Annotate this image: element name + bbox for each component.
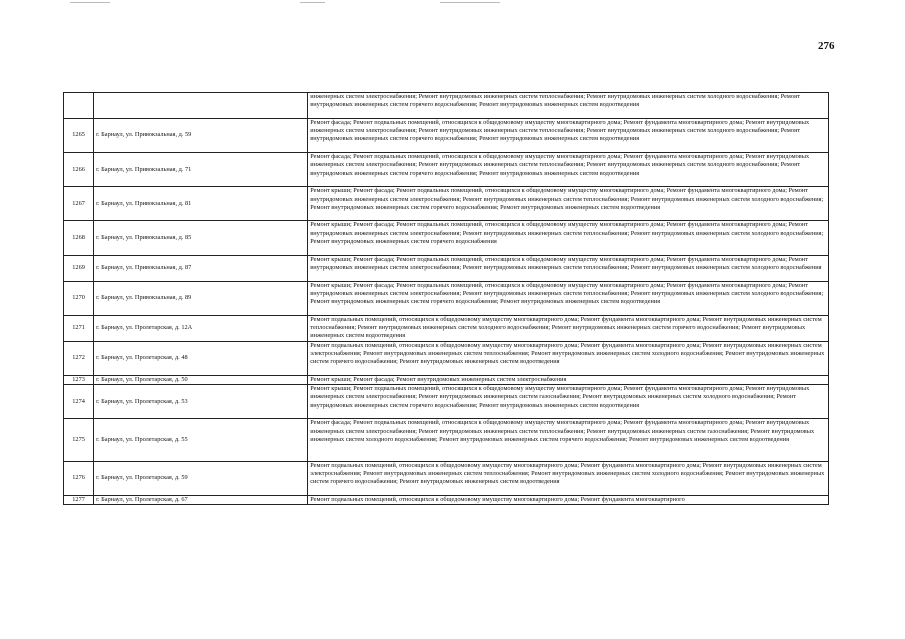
table-row [64, 315, 829, 341]
table-row [64, 419, 829, 462]
row-repair-works: Ремонт крыши; Ремонт фасада; Ремонт подвальных помещений, относящихся к общедомовому имуществу многоквартирного дома; Ремонт фундамента многоквартирного дома; Ремонт внутридомовых инженерных систем электроснабжения; Ремонт внутридомовых инженерных систем теплоснабжения; Ремонт внутридомовых инженерных систем холодного водоснабжения [308, 255, 829, 281]
row-number: 1275 [64, 419, 94, 462]
row-repair-works: Ремонт крыши; Ремонт фасада; Ремонт внутридомовых инженерных систем электроснабжения [308, 375, 829, 384]
row-number: 1266 [64, 153, 94, 187]
row-address: г. Барнаул, ул. Привокзальная, д. 85 [94, 221, 308, 255]
row-address: г. Барнаул, ул. Пролетарская, д. 50 [94, 375, 308, 384]
page-number: 276 [818, 40, 835, 52]
row-number: 1271 [64, 315, 94, 341]
row-address: г. Барнаул, ул. Привокзальная, д. 89 [94, 281, 308, 315]
scan-artifact [0, 2, 905, 6]
row-number: 1265 [64, 118, 94, 152]
housing-repair-table [63, 92, 829, 505]
table-row [64, 341, 829, 375]
row-address: г. Барнаул, ул. Привокзальная, д. 87 [94, 255, 308, 281]
row-repair-works: Ремонт подвальных помещений, относящихся к общедомовому имуществу многоквартирного дома; Ремонт фундамента многоквартирного дома; Ремонт внутридомовых инженерных систем теплоснабжения; Ремонт внутридомовых инженерных систем холодного водоснабжения; Ремонт внутридомовых инженерных систем горячего водоснабжения; Ремонт внутридомовых инженерных систем водоотведения [308, 315, 829, 341]
table-row [64, 153, 829, 187]
row-repair-works: Ремонт фасада; Ремонт подвальных помещений, относящихся к общедомовому имуществу многоквартирного дома; Ремонт фундамента многоквартирного дома; Ремонт внутридомовых инженерных систем электроснабжения; Ремонт внутридомовых инженерных систем теплоснабжения; Ремонт внутридомовых инженерных систем газоснабжения; Ремонт внутридомовых инженерных систем холодного водоснабжения; Ремонт внутридомовых инженерных систем горячего водоснабжения; Ремонт внутридомовых инженерных систем водоотведения [308, 419, 829, 462]
table-row [64, 281, 829, 315]
row-address: г. Барнаул, ул. Пролетарская, д. 67 [94, 495, 308, 504]
row-number: 1276 [64, 461, 94, 495]
row-repair-works: Ремонт подвальных помещений, относящихся к общедомовому имуществу многоквартирного дома; Ремонт фундамента многоквартирного [308, 495, 829, 504]
table-body [64, 93, 829, 505]
row-number: 1268 [64, 221, 94, 255]
table-row [64, 255, 829, 281]
row-number: 1267 [64, 187, 94, 221]
row-repair-works: Ремонт крыши; Ремонт подвальных помещений, относящихся к общедомовому имуществу многоквартирного дома; Ремонт фундамента многоквартирного дома; Ремонт внутридомовых инженерных систем электроснабжения; Ремонт внутридомовых инженерных систем газоснабжения; Ремонт внутридомовых инженерных систем холодного водоснабжения; Ремонт внутридомовых инженерных систем горячего водоснабжения; Ремонт внутридомовых инженерных систем водоотведения [308, 385, 829, 419]
row-address: г. Барнаул, ул. Пролетарская, д. 53 [94, 385, 308, 419]
row-address: г. Барнаул, ул. Пролетарская, д. 12А [94, 315, 308, 341]
row-repair-works: Ремонт крыши; Ремонт фасада; Ремонт подвальных помещений, относящихся к общедомовому имуществу многоквартирного дома; Ремонт фундамента многоквартирного дома; Ремонт внутридомовых инженерных систем электроснабжения; Ремонт внутридомовых инженерных систем теплоснабжения; Ремонт внутридомовых инженерных систем холодного водоснабжения; Ремонт внутридомовых инженерных систем горячего водоснабжения; Ремонт внутридомовых инженерных систем водоотведения [308, 281, 829, 315]
row-repair-works: инженерных систем электроснабжения; Ремонт внутридомовых инженерных систем теплоснабжения; Ремонт внутридомовых инженерных систем холодного водоснабжения; Ремонт внутридомовых инженерных систем горячего водоснабжения; Ремонт внутридомовых инженерных систем водоотведения [308, 93, 829, 119]
table-row [64, 461, 829, 495]
row-number: 1274 [64, 385, 94, 419]
row-address: г. Барнаул, ул. Пролетарская, д. 55 [94, 419, 308, 462]
row-repair-works: Ремонт подвальных помещений, относящихся к общедомовому имуществу многоквартирного дома; Ремонт фундамента многоквартирного дома; Ремонт внутридомовых инженерных систем электроснабжения; Ремонт внутридомовых инженерных систем теплоснабжения; Ремонт внутридомовых инженерных систем холодного водоснабжения; Ремонт внутридомовых инженерных систем горячего водоснабжения; Ремонт внутридомовых инженерных систем водоотведения [308, 341, 829, 375]
row-address: г. Барнаул, ул. Пролетарская, д. 48 [94, 341, 308, 375]
row-address: г. Барнаул, ул. Привокзальная, д. 59 [94, 118, 308, 152]
row-number [64, 93, 94, 119]
table-row [64, 118, 829, 152]
row-number: 1273 [64, 375, 94, 384]
row-number: 1277 [64, 495, 94, 504]
row-repair-works: Ремонт фасада; Ремонт подвальных помещений, относящихся к общедомовому имуществу многоквартирного дома; Ремонт фундамента многоквартирного дома; Ремонт внутридомовых инженерных систем электроснабжения; Ремонт внутридомовых инженерных систем теплоснабжения; Ремонт внутридомовых инженерных систем холодного водоснабжения; Ремонт внутридомовых инженерных систем горячего водоснабжения; Ремонт внутридомовых инженерных систем водоотведения [308, 118, 829, 152]
row-address: г. Барнаул, ул. Пролетарская, д. 59 [94, 461, 308, 495]
table-row [64, 187, 829, 221]
table-row [64, 385, 829, 419]
row-address: г. Барнаул, ул. Привокзальная, д. 71 [94, 153, 308, 187]
row-number: 1269 [64, 255, 94, 281]
row-number: 1272 [64, 341, 94, 375]
table-row [64, 375, 829, 384]
row-repair-works: Ремонт крыши; Ремонт фасада; Ремонт подвальных помещений, относящихся к общедомовому имуществу многоквартирного дома; Ремонт фундамента многоквартирного дома; Ремонт внутридомовых инженерных систем электроснабжения; Ремонт внутридомовых инженерных систем теплоснабжения; Ремонт внутридомовых инженерных систем холодного водоснабжения; Ремонт внутридомовых инженерных систем горячего водоснабжения [308, 221, 829, 255]
table-row [64, 221, 829, 255]
table-row [64, 93, 829, 119]
row-address [94, 93, 308, 119]
table-row [64, 495, 829, 504]
row-address: г. Барнаул, ул. Привокзальная, д. 81 [94, 187, 308, 221]
row-number: 1270 [64, 281, 94, 315]
row-repair-works: Ремонт крыши; Ремонт фасада; Ремонт подвальных помещений, относящихся к общедомовому имуществу многоквартирного дома; Ремонт фундамента многоквартирного дома; Ремонт внутридомовых инженерных систем электроснабжения; Ремонт внутридомовых инженерных систем теплоснабжения; Ремонт внутридомовых инженерных систем холодного водоснабжения; Ремонт внутридомовых инженерных систем горячего водоснабжения; Ремонт внутридомовых инженерных систем водоотведения [308, 187, 829, 221]
row-repair-works: Ремонт фасада; Ремонт подвальных помещений, относящихся к общедомовому имуществу многоквартирного дома; Ремонт фундамента многоквартирного дома; Ремонт внутридомовых инженерных систем электроснабжения; Ремонт внутридомовых инженерных систем теплоснабжения; Ремонт внутридомовых инженерных систем холодного водоснабжения; Ремонт внутридомовых инженерных систем горячего водоснабжения; Ремонт внутридомовых инженерных систем водоотведения [308, 153, 829, 187]
row-repair-works: Ремонт подвальных помещений, относящихся к общедомовому имуществу многоквартирного дома; Ремонт фундамента многоквартирного дома; Ремонт внутридомовых инженерных систем электроснабжения; Ремонт внутридомовых инженерных систем теплоснабжения; Ремонт внутридомовых инженерных систем холодного водоснабжения; Ремонт внутридомовых инженерных систем горячего водоснабжения; Ремонт внутридомовых инженерных систем водоотведения [308, 461, 829, 495]
